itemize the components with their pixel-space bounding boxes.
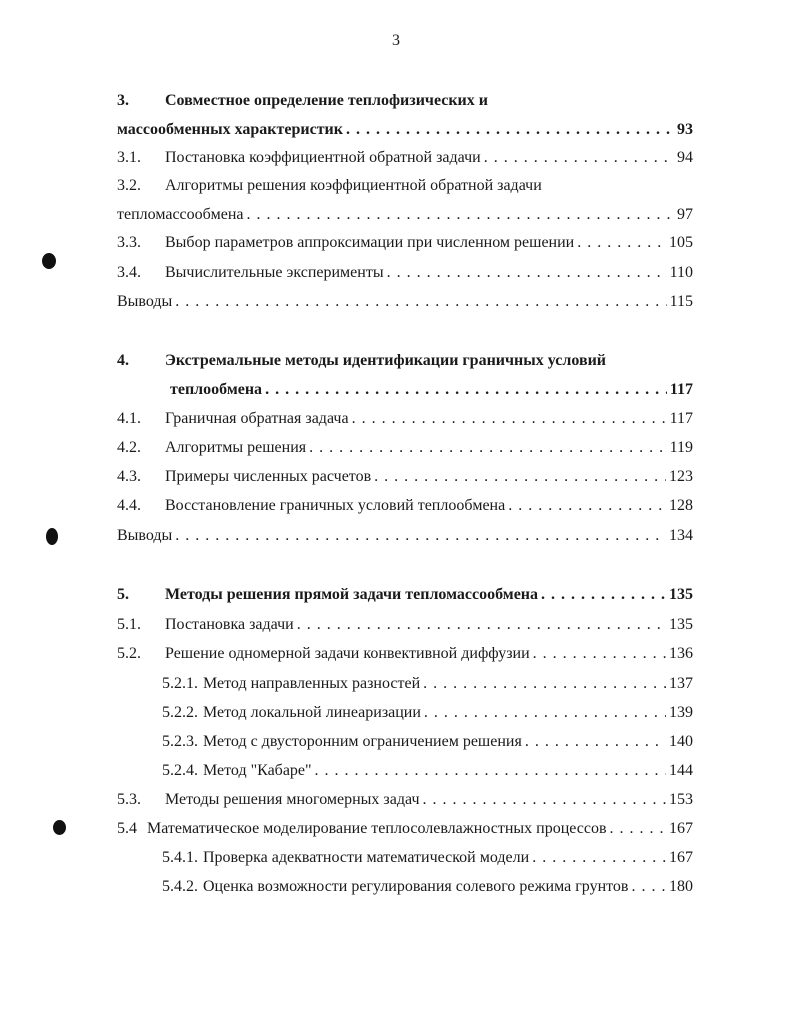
page-number: 3 — [392, 32, 400, 49]
toc-entry-number: 5.4.1. — [162, 849, 198, 866]
leader-dots — [541, 585, 666, 605]
toc-entry-page: 139 — [669, 704, 693, 721]
leader-dots — [175, 292, 666, 312]
leader-dots — [610, 819, 666, 839]
leader-dots — [297, 615, 666, 635]
toc-entry — [162, 848, 693, 868]
toc-entry-page: 94 — [677, 149, 693, 166]
toc-entry — [117, 819, 693, 839]
toc-entry-number: 4.1. — [117, 410, 141, 427]
leader-dots — [346, 120, 674, 140]
toc-entry-title: Выводы — [117, 527, 173, 544]
toc-entry — [162, 877, 693, 897]
toc-entry-page: 144 — [669, 762, 693, 779]
toc-entry-page: 119 — [669, 439, 693, 456]
toc-entry-title: Метод с двусторонним ограничением решения — [203, 733, 522, 750]
leader-dots — [315, 761, 666, 781]
toc-entry — [117, 233, 693, 253]
toc-entry — [117, 409, 693, 429]
toc-entry-title: Методы решения прямой задачи тепломассообмена — [165, 586, 539, 603]
toc-entry — [117, 120, 693, 140]
toc-entry-number: 5.2. — [117, 645, 141, 662]
toc-entry — [117, 467, 693, 487]
toc-entry-number: 3.1. — [117, 149, 141, 166]
toc-entry-page: 135 — [669, 616, 693, 633]
toc-entry-number: 5.2.4. — [162, 762, 198, 779]
toc-entry-page: 115 — [669, 293, 693, 310]
toc-entry-number: 5.2.1. — [162, 675, 198, 692]
leader-dots — [247, 205, 674, 225]
toc-entry-page: 128 — [669, 497, 693, 514]
leader-dots — [484, 148, 674, 168]
leader-dots — [533, 644, 666, 664]
toc-entry — [117, 790, 693, 810]
toc-entry-title: массообменных характеристик — [117, 121, 343, 138]
toc-entry-page: 134 — [669, 527, 693, 544]
leader-dots — [424, 703, 666, 723]
toc-entry-title: Восстановление граничных условий теплообмена — [165, 497, 506, 514]
leader-dots — [265, 380, 667, 400]
scan-speck — [53, 820, 66, 835]
toc-entry-title: Вычислительные эксперименты — [165, 264, 384, 281]
toc-entry — [117, 351, 693, 371]
scan-speck — [42, 253, 56, 269]
toc-entry-title: Оценка возможности регулирования солевого режима грунтов — [203, 878, 629, 895]
toc-entry-page: 135 — [669, 586, 693, 603]
toc-entry-page: 137 — [669, 675, 693, 692]
toc-entry-number: 3.2. — [117, 177, 141, 194]
leader-dots — [532, 848, 666, 868]
toc-entry — [117, 292, 693, 312]
toc-entry-number: 4.2. — [117, 439, 141, 456]
toc-entry-page: 167 — [669, 849, 693, 866]
toc-entry-title: Алгоритмы решения коэффициентной обратной задачи — [165, 177, 542, 194]
toc-entry — [117, 615, 693, 635]
toc-entry-number: 4.3. — [117, 468, 141, 485]
toc-entry-title: тепломассообмена — [117, 206, 244, 223]
toc-entry — [162, 732, 693, 752]
toc-entry-title: Примеры численных расчетов — [165, 468, 372, 485]
toc-entry — [117, 526, 693, 546]
toc-entry-title: теплообмена — [170, 381, 263, 398]
leader-dots — [309, 438, 666, 458]
toc-entry-title: Метод локальной линеаризации — [203, 704, 421, 721]
toc-entry — [117, 438, 693, 458]
toc-entry-page: 136 — [669, 645, 693, 662]
leader-dots — [423, 790, 667, 810]
toc-entry-page: 140 — [669, 733, 693, 750]
toc-entry-title: Постановка коэффициентной обратной задачи — [165, 149, 481, 166]
leader-dots — [175, 526, 666, 546]
toc-entry — [162, 703, 693, 723]
toc-entry-title: Экстремальные методы идентификации граничных условий — [165, 352, 607, 369]
leader-dots — [631, 877, 666, 897]
toc-entry — [117, 496, 693, 516]
scan-speck — [46, 528, 58, 545]
toc-entry-title: Математическое моделирование теплосолевлажностных процессов — [147, 820, 607, 837]
toc-entry-number: 5.1. — [117, 616, 141, 633]
toc-entry-title: Метод направленных разностей — [203, 675, 421, 692]
toc-entry — [117, 585, 693, 605]
toc-entry-page: 153 — [669, 791, 693, 808]
toc-entry-page: 93 — [677, 121, 693, 138]
toc-entry-page: 110 — [669, 264, 693, 281]
toc-entry-title: Совместное определение теплофизических и — [165, 92, 488, 109]
leader-dots — [577, 233, 666, 253]
leader-dots — [352, 409, 667, 429]
toc-entry — [117, 644, 693, 664]
toc-entry-number: 5.3. — [117, 791, 141, 808]
toc-entry-number: 3.4. — [117, 264, 141, 281]
toc-entry-number: 5. — [117, 586, 129, 603]
toc-entry — [117, 176, 693, 196]
toc-entry-page: 117 — [669, 381, 693, 398]
toc-entry-title: Метод "Кабаре" — [203, 762, 312, 779]
toc-entry-page: 117 — [669, 410, 693, 427]
toc-entry-title: Постановка задачи — [165, 616, 294, 633]
toc-entry-page: 180 — [669, 878, 693, 895]
toc-entry — [170, 380, 693, 400]
leader-dots — [508, 496, 666, 516]
toc-entry-number: 4. — [117, 352, 129, 369]
leader-dots — [423, 674, 666, 694]
toc-entry-page: 105 — [669, 234, 693, 251]
toc-entry-number: 3.3. — [117, 234, 141, 251]
toc-entry-number: 3. — [117, 92, 129, 109]
toc-entry-number: 5.2.3. — [162, 733, 198, 750]
toc-entry-title: Выводы — [117, 293, 173, 310]
toc-entry-title: Проверка адекватности математической модели — [203, 849, 530, 866]
toc-entry-title: Граничная обратная задача — [165, 410, 349, 427]
toc-entry-title: Решение одномерной задачи конвективной диффузии — [165, 645, 530, 662]
toc-entry — [117, 205, 693, 225]
toc-entry — [117, 148, 693, 168]
toc-entry-title: Методы решения многомерных задач — [165, 791, 420, 808]
toc-entry-number: 5.4 — [117, 820, 137, 837]
leader-dots — [525, 732, 666, 752]
toc-entry-title: Выбор параметров аппроксимации при численном решении — [165, 234, 575, 251]
toc-entry-page: 123 — [669, 468, 693, 485]
toc-entry — [162, 761, 693, 781]
toc-entry — [117, 91, 693, 111]
toc-entry-page: 167 — [669, 820, 693, 837]
toc-entry — [162, 674, 693, 694]
toc-entry-number: 4.4. — [117, 497, 141, 514]
toc-entry-title: Алгоритмы решения — [165, 439, 307, 456]
toc-entry-number: 5.2.2. — [162, 704, 198, 721]
toc-entry-number: 5.4.2. — [162, 878, 198, 895]
toc-entry — [117, 263, 693, 283]
toc-entry-page: 97 — [677, 206, 693, 223]
leader-dots — [387, 263, 667, 283]
leader-dots — [374, 467, 666, 487]
